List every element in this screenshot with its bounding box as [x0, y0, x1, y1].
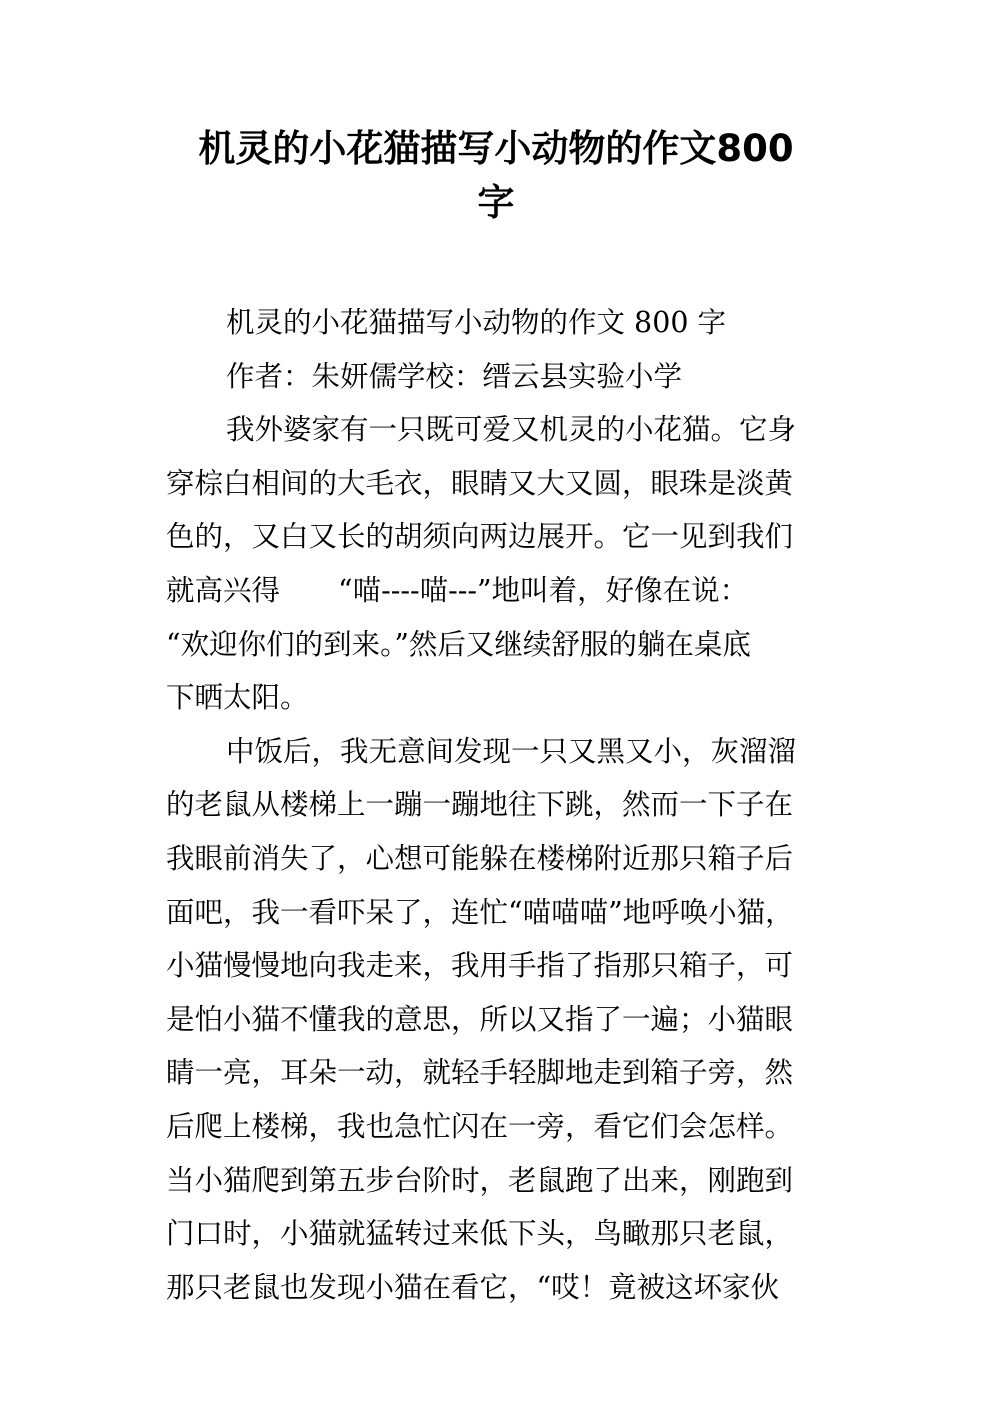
paragraph-1-line-4-part-2: “喵----喵---”地叫着，好像在说：: [338, 573, 749, 607]
paragraph-1-line: 下晒太阳。: [166, 681, 309, 715]
title-line-2: 字: [477, 181, 515, 224]
paragraph-2-line: 门口时，小猫就猛转过来低下头，鸟瞰那只老鼠，: [166, 1217, 794, 1251]
paragraph-1-line-4-part-1: 就高兴得: [166, 573, 281, 607]
paragraph-2-line: 睛一亮，耳朵一动，就轻手轻脚地走到箱子旁，然: [166, 1056, 794, 1090]
paragraph-1-line: 我外婆家有一只既可爱又机灵的小花猫。它身: [226, 413, 797, 447]
paragraph-1-line: 穿棕白相间的大毛衣，眼睛又大又圆，眼珠是淡黄: [166, 466, 794, 500]
subtitle: 机灵的小花猫描写小动物的作文 800 字: [226, 306, 727, 339]
paragraph-2-line: 我眼前消失了，心想可能躲在楼梯附近那只箱子后: [166, 841, 794, 875]
document-title: [160, 122, 832, 230]
paragraph-2-line: 中饭后，我无意间发现一只又黑又小，灰溜溜: [226, 734, 797, 768]
paragraph-1-line: [166, 564, 834, 618]
paragraph-2-line: 那只老鼠也发现小猫在看它，“哎！竟被这坏家伙: [166, 1270, 780, 1304]
paragraph-2-line: 面吧，我一看吓呆了，连忙“喵喵喵”地呼唤小猫，: [166, 895, 794, 929]
title-line-1: 机灵的小花猫描写小动物的作文800: [198, 127, 794, 170]
paragraph-1-line: “欢迎你们的到来。”然后又继续舒服的躺在桌底: [166, 627, 751, 661]
paragraph-2-line: 小猫慢慢地向我走来，我用手指了指那只箱子，可: [166, 949, 794, 983]
paragraph-2-line: 是怕小猫不懂我的意思，所以又指了一遍；小猫眼: [166, 1002, 794, 1036]
paragraph-2-line: 的老鼠从楼梯上一蹦一蹦地往下跳，然而一下子在: [166, 788, 794, 822]
paragraph-2-line: 后爬上楼梯，我也急忙闪在一旁，看它们会怎样。: [166, 1109, 794, 1143]
author-line: 作者：朱妍儒学校：缙云县实验小学: [226, 359, 683, 393]
document-body: [166, 296, 834, 1314]
paragraph-2-line: 当小猫爬到第五步台阶时，老鼠跑了出来，刚跑到: [166, 1163, 794, 1197]
paragraph-1-line: 色的，又白又长的胡须向两边展开。它一见到我们: [166, 520, 794, 554]
